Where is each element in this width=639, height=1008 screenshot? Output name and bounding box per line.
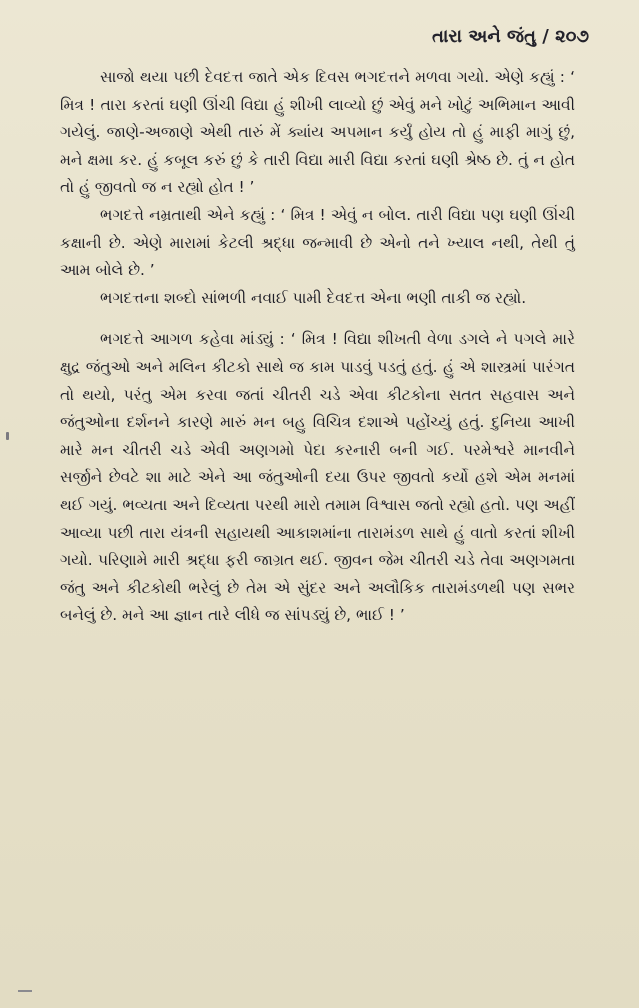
page-body [60, 64, 575, 630]
paragraph-reply: ભગદત્તે નમ્રતાથી એને કહ્યું : ‘ મિત્ર ! એવું ન બોલ. તારી વિદ્યા પણ ઘણી ઊંચી કક્ષાની છે. એણે મારામાં કેટલી શ્રદ્ધા જન્માવી છે એનો તને ખ્યાલ નથી, તેથી તું આમ બોલે છે. ’ [60, 205, 575, 280]
paragraph-explanation: ભગદત્તે આગળ કહેવા માંડ્યું : ‘ મિત્ર ! વિદ્યા શીખતી વેળા ડગલે ને પગલે મારે ક્ષુદ્ર જંતુઓ અને મલિન કીટકો સાથે જ કામ પાડવું પડતું હતું. હું એ શાસ્ત્રમાં પારંગત તો થયો, પરંતુ એમ કરવા જતાં ચીતરી ચડે એવા કીટકોના સતત સહવાસ અને જંતુઓના દર્શનને કારણે મારું મન બહુ વિચિત્ર દશાએ પહોંચ્યું હતું. દુનિયા આખી મારે મન ચીતરી ચડે એવી અણગમો પેદા કરનારી બની ગઈ. પરમેશ્વરે માનવીને સર્જીને છેવટે શા માટે એને આ જંતુઓની દયા ઉપર જીવતો કર્યો હશે એમ મનમાં થઈ ગયું. ભવ્યતા અને દિવ્યતા પરથી મારો તમામ વિશ્વાસ જતો રહ્યો હતો. પણ અહીં આવ્યા પછી તારા યંત્રની સહાયથી આકાશમાંના તારામંડળ સાથે હું વાતો કરતાં શીખી ગયો. પરિણામે મારી શ્રદ્ધા ફરી જાગ્રત થઈ. જીવન જેમ ચીતરી ચડે તેવા અણગમતા જંતુ અને કીટકોથી ભરેલું છે તેમ એ સુંદર અને અલૌકિક તારામંડળથી પણ સભર બનેલું છે. મને આ જ્ઞાન તારે લીધે જ સાંપડ્યું છે, ભાઈ ! ’ [60, 330, 575, 625]
bottom-rule [18, 990, 32, 992]
running-header: તારા અને જંતુ / ૨૦૭ [432, 26, 589, 47]
margin-mark [6, 432, 9, 440]
paragraph-surprise: ભગદત્તના શબ્દો સાંભળી નવાઈ પામી દેવદત્ત એના ભણી તાકી જ રહ્યો. [100, 288, 527, 307]
paragraph-apology: સાજો થયા પછી દેવદત્ત જાતે એક દિવસ ભગદત્તને મળવા ગયો. એણે કહ્યું : ‘ મિત્ર ! તારા કરતાં ઘણી ઊંચી વિદ્યા હું શીખી લાવ્યો છું એવું મને ખોટું અભિમાન આવી ગયેલું. જાણે-અજાણે એથી તારું મેં ક્યાંય અપમાન કર્યું હોય તો હું માફી માગું છું, મને ક્ષમા કર. હું કબૂલ કરું છું કે તારી વિદ્યા મારી વિદ્યા કરતાં ઘણી શ્રેષ્ઠ છે. તું ન હોત તો હું જીવતો જ ન રહ્યો હોત ! ’ [60, 68, 575, 197]
